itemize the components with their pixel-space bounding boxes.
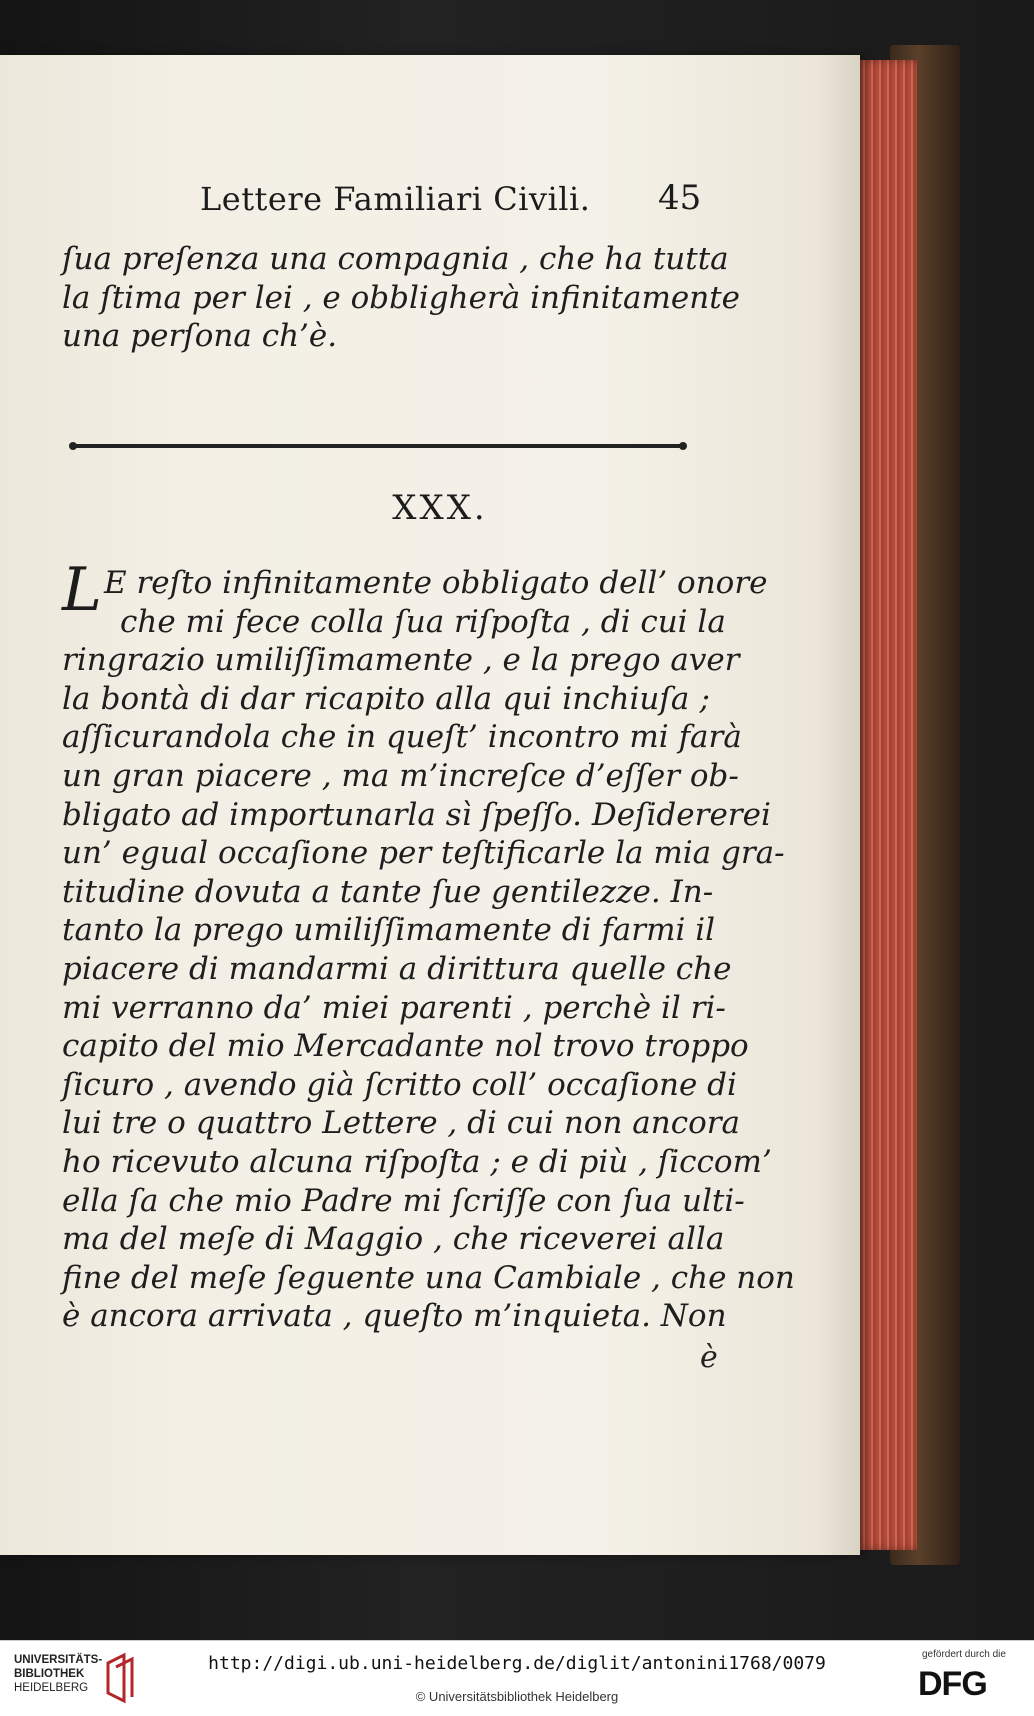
library-name-line: BIBLIOTHEK bbox=[14, 1668, 85, 1680]
text-line: che mi fece colla ſua riſpoſta , di cui la bbox=[120, 603, 726, 640]
text-line: ma del meſe di Maggio , che riceverei alla bbox=[62, 1221, 725, 1258]
text-line: mi verranno da’ miei parenti , perchè il ri- bbox=[62, 989, 726, 1026]
page-number: 45 bbox=[658, 178, 702, 218]
drop-capital: L bbox=[62, 555, 102, 625]
text-line: tanto la prego umiliſſimamente di farmi il bbox=[62, 912, 716, 949]
page-edges bbox=[852, 60, 917, 1550]
text-line: ella ſa che mio Padre mi ſcriſſe con ſua ulti- bbox=[62, 1182, 745, 1219]
continuation-text bbox=[62, 240, 741, 356]
text-line: è ancora arrivata , queſto m’inquieta. Non bbox=[62, 1298, 727, 1335]
section-heading: XXX. bbox=[392, 488, 488, 528]
text-line: ho ricevuto alcuna riſpoſta ; e di più , ſiccom’ bbox=[62, 1143, 772, 1180]
text-line: un gran piacere , ma m’increſce d’eſſer ob- bbox=[62, 757, 739, 794]
catchword: è bbox=[700, 1340, 718, 1375]
footer-bar bbox=[0, 1640, 1034, 1716]
funding-note: gefördert durch die bbox=[922, 1649, 1006, 1660]
text-line: una perſona ch’è. bbox=[62, 318, 338, 355]
text-line: piacere di mandarmi a dirittura quelle che bbox=[62, 950, 732, 987]
section-divider bbox=[72, 444, 684, 448]
text-line: fine del meſe ſeguente una Cambiale , che non bbox=[62, 1259, 795, 1296]
text-line: capito del mio Mercadante nol trovo troppo bbox=[62, 1028, 749, 1065]
dfg-logo[interactable]: DFG bbox=[918, 1665, 987, 1703]
running-title: Lettere Familiari Civili. bbox=[200, 180, 591, 218]
library-name-line: HEIDELBERG bbox=[14, 1682, 89, 1694]
letter-body bbox=[62, 564, 795, 1336]
text-line: la bontà di dar ricapito alla qui inchiuſa ; bbox=[62, 680, 710, 717]
text-line: la ſtima per lei , e obbligherà infinitamente bbox=[62, 279, 741, 316]
text-line: ſicuro , avendo già ſcritto coll’ occaſione di bbox=[62, 1066, 737, 1103]
library-name-line: UNIVERSITÄTS- bbox=[14, 1654, 103, 1666]
text-line: ringrazio umiliſſimamente , e la prego aver bbox=[62, 642, 740, 679]
text-line: ſua preſenza una compagnia , che ha tutta bbox=[62, 241, 729, 277]
permalink-url[interactable]: http://digi.ub.uni-heidelberg.de/diglit/antonini1768/0079 bbox=[208, 1653, 826, 1674]
text-line: titudine dovuta a tante ſue gentilezze. In- bbox=[62, 873, 714, 910]
text-line: aſſicurandola che in queſt’ incontro mi farà bbox=[62, 719, 742, 756]
text-line: lui tre o quattro Lettere , di cui non ancora bbox=[62, 1105, 741, 1142]
text-line: E reſto infinitamente obbligato dell’ onore bbox=[104, 565, 768, 601]
text-line: bligato ad importunarla sì ſpeſſo. Deſidererei bbox=[62, 796, 771, 833]
copyright-notice: © Universitätsbibliothek Heidelberg bbox=[415, 1689, 619, 1704]
text-line: un’ egual occaſione per teſtificarle la mia gra- bbox=[62, 835, 785, 872]
